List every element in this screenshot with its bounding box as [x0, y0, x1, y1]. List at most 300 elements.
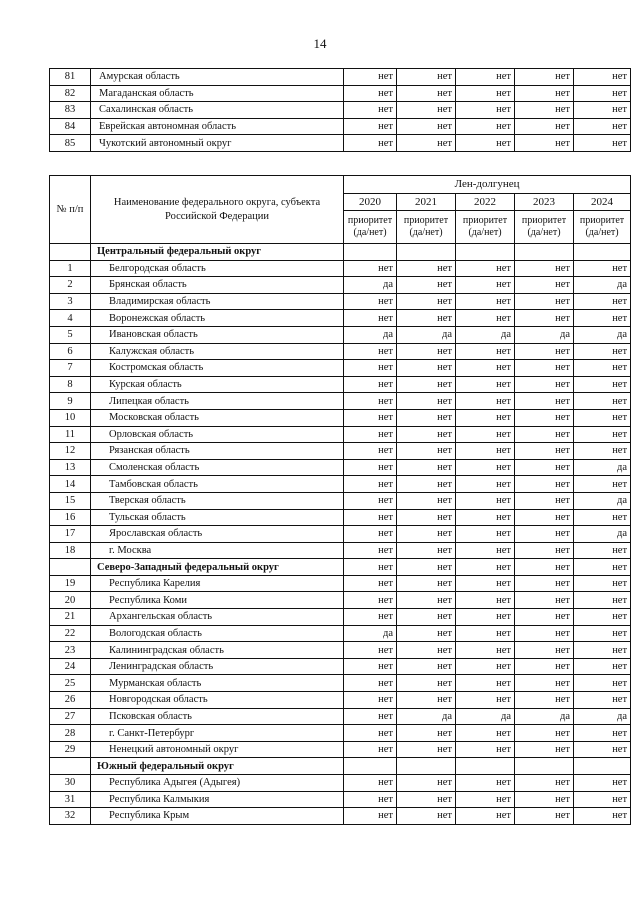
table-row [50, 476, 631, 493]
region-name: Смоленская область [91, 459, 344, 476]
priority-value: нет [574, 409, 631, 426]
priority-value: нет [456, 542, 515, 559]
priority-value: нет [574, 393, 631, 410]
region-name: Костромская область [91, 360, 344, 377]
header-year: 2022 [456, 194, 515, 211]
priority-value: нет [344, 443, 397, 460]
row-number: 23 [50, 642, 91, 659]
priority-value: нет [515, 69, 574, 86]
row-number: 85 [50, 135, 91, 152]
header-priority: приоритет (да/нет) [397, 211, 456, 244]
priority-value: нет [344, 260, 397, 277]
region-name: Орловская область [91, 426, 344, 443]
priority-value: нет [574, 293, 631, 310]
region-name: Рязанская область [91, 443, 344, 460]
row-number: 22 [50, 625, 91, 642]
row-number: 17 [50, 526, 91, 543]
table-row [50, 326, 631, 343]
priority-value: нет [397, 85, 456, 102]
priority-value: нет [456, 293, 515, 310]
priority-value: нет [344, 741, 397, 758]
priority-value: нет [397, 459, 456, 476]
district-name: Северо-Западный федеральный округ [91, 559, 344, 576]
priority-value: нет [397, 526, 456, 543]
priority-value: нет [397, 343, 456, 360]
empty-cell [344, 244, 397, 261]
priority-value: нет [397, 393, 456, 410]
header-year: 2024 [574, 194, 631, 211]
row-number: 21 [50, 609, 91, 626]
priority-value: нет [344, 609, 397, 626]
priority-value: нет [456, 559, 515, 576]
priority-value: нет [515, 260, 574, 277]
priority-value: нет [574, 775, 631, 792]
region-name: Тамбовская область [91, 476, 344, 493]
table-row [50, 625, 631, 642]
priority-value: нет [515, 426, 574, 443]
row-number: 11 [50, 426, 91, 443]
priority-value: нет [456, 310, 515, 327]
table-row [50, 542, 631, 559]
empty-cell [344, 758, 397, 775]
priority-value: нет [344, 393, 397, 410]
priority-value: нет [515, 360, 574, 377]
priority-value: нет [574, 808, 631, 825]
priority-value: нет [515, 443, 574, 460]
region-name: Воронежская область [91, 310, 344, 327]
priority-value: нет [344, 310, 397, 327]
priority-value: нет [456, 260, 515, 277]
empty-cell [574, 758, 631, 775]
priority-value: нет [456, 675, 515, 692]
priority-value: нет [344, 85, 397, 102]
region-name: Липецкая область [91, 393, 344, 410]
table-row [50, 376, 631, 393]
priority-value: нет [397, 376, 456, 393]
priority-value: нет [574, 675, 631, 692]
region-name: Брянская область [91, 277, 344, 294]
priority-value: нет [574, 741, 631, 758]
row-number: 8 [50, 376, 91, 393]
priority-value: нет [515, 118, 574, 135]
region-name: Магаданская область [91, 85, 344, 102]
priority-value: нет [574, 443, 631, 460]
priority-value: нет [515, 692, 574, 709]
priority-value: нет [515, 102, 574, 119]
region-name: Ленинградская область [91, 658, 344, 675]
region-name: Тверская область [91, 492, 344, 509]
region-name: Амурская область [91, 69, 344, 86]
priority-value: нет [397, 426, 456, 443]
priority-value: нет [515, 808, 574, 825]
priority-value: нет [456, 625, 515, 642]
region-name: г. Москва [91, 542, 344, 559]
region-name: Калининградская область [91, 642, 344, 659]
priority-value: нет [344, 642, 397, 659]
priority-value: нет [456, 426, 515, 443]
priority-value: нет [456, 277, 515, 294]
priority-value: нет [574, 85, 631, 102]
row-number: 81 [50, 69, 91, 86]
priority-value: нет [574, 69, 631, 86]
priority-value: да [574, 326, 631, 343]
priority-value: нет [456, 102, 515, 119]
table-row [50, 492, 631, 509]
priority-value: нет [344, 708, 397, 725]
row-number: 26 [50, 692, 91, 709]
priority-value: нет [574, 791, 631, 808]
priority-value: нет [397, 625, 456, 642]
priority-value: нет [344, 808, 397, 825]
priority-value: нет [456, 509, 515, 526]
region-name: Республика Карелия [91, 575, 344, 592]
priority-value: нет [574, 426, 631, 443]
priority-value: нет [515, 658, 574, 675]
priority-value: нет [574, 725, 631, 742]
row-number: 16 [50, 509, 91, 526]
priority-value: нет [397, 575, 456, 592]
priority-value: нет [344, 509, 397, 526]
priority-value: нет [344, 135, 397, 152]
priority-value: нет [456, 443, 515, 460]
priority-value: нет [574, 376, 631, 393]
priority-value: нет [397, 443, 456, 460]
priority-value: нет [397, 509, 456, 526]
table-row [50, 260, 631, 277]
priority-value: нет [344, 592, 397, 609]
priority-value: нет [344, 293, 397, 310]
empty-cell [397, 758, 456, 775]
district-num [50, 244, 91, 261]
priority-value: нет [515, 343, 574, 360]
table-row [50, 293, 631, 310]
table-row [50, 592, 631, 609]
priority-value: нет [515, 791, 574, 808]
priority-value: да [574, 708, 631, 725]
priority-value: нет [574, 343, 631, 360]
priority-value: нет [397, 260, 456, 277]
priority-value: нет [344, 725, 397, 742]
region-name: Архангельская область [91, 609, 344, 626]
priority-value: нет [574, 509, 631, 526]
row-number: 10 [50, 409, 91, 426]
row-number: 12 [50, 443, 91, 460]
table-row [50, 575, 631, 592]
header-priority: приоритет (да/нет) [344, 211, 397, 244]
table-row [50, 343, 631, 360]
region-name: Тульская область [91, 509, 344, 526]
priority-value: да [515, 326, 574, 343]
priority-value: нет [344, 675, 397, 692]
priority-value: нет [456, 343, 515, 360]
priority-value: нет [397, 775, 456, 792]
priority-value: нет [344, 658, 397, 675]
priority-value: нет [397, 791, 456, 808]
table-row [50, 69, 631, 86]
priority-value: да [574, 492, 631, 509]
priority-value: нет [515, 409, 574, 426]
priority-value: нет [397, 559, 456, 576]
row-number: 29 [50, 741, 91, 758]
empty-cell [515, 758, 574, 775]
row-number: 31 [50, 791, 91, 808]
priority-value: да [456, 708, 515, 725]
priority-value: нет [456, 725, 515, 742]
priority-value: нет [397, 658, 456, 675]
row-number: 27 [50, 708, 91, 725]
priority-value: нет [456, 658, 515, 675]
region-name: Московская область [91, 409, 344, 426]
region-name: Ярославская область [91, 526, 344, 543]
priority-value: нет [344, 360, 397, 377]
region-name: Новгородская область [91, 692, 344, 709]
priority-value: да [397, 708, 456, 725]
priority-value: нет [515, 592, 574, 609]
priority-value: нет [397, 409, 456, 426]
priority-value: нет [574, 625, 631, 642]
region-name: Сахалинская область [91, 102, 344, 119]
priority-value: нет [574, 559, 631, 576]
header-priority: приоритет (да/нет) [574, 211, 631, 244]
priority-value: нет [515, 609, 574, 626]
priority-value: нет [344, 492, 397, 509]
priority-value: нет [344, 69, 397, 86]
table-row [50, 725, 631, 742]
priority-value: нет [344, 692, 397, 709]
header-num: № п/п [50, 176, 91, 244]
priority-value: нет [344, 559, 397, 576]
priority-value: нет [344, 102, 397, 119]
priority-value: нет [456, 118, 515, 135]
table-row [50, 135, 631, 152]
priority-value: нет [456, 492, 515, 509]
main-table [49, 175, 631, 825]
priority-value: нет [574, 542, 631, 559]
priority-value: нет [515, 459, 574, 476]
region-name: Курская область [91, 376, 344, 393]
priority-value: нет [397, 592, 456, 609]
region-name: Чукотский автономный округ [91, 135, 344, 152]
row-number: 9 [50, 393, 91, 410]
priority-value: нет [456, 692, 515, 709]
row-number: 15 [50, 492, 91, 509]
row-number: 6 [50, 343, 91, 360]
priority-value: нет [515, 559, 574, 576]
priority-value: нет [574, 102, 631, 119]
priority-value: нет [397, 741, 456, 758]
priority-value: нет [456, 642, 515, 659]
priority-value: нет [397, 360, 456, 377]
priority-value: нет [397, 692, 456, 709]
priority-value: нет [574, 592, 631, 609]
table-row [50, 310, 631, 327]
row-number: 25 [50, 675, 91, 692]
row-number: 1 [50, 260, 91, 277]
empty-cell [456, 758, 515, 775]
priority-value: нет [515, 310, 574, 327]
priority-value: нет [397, 492, 456, 509]
priority-value: нет [344, 575, 397, 592]
priority-value: нет [574, 476, 631, 493]
priority-value: нет [574, 658, 631, 675]
row-number: 7 [50, 360, 91, 377]
priority-value: нет [515, 293, 574, 310]
priority-value: нет [515, 85, 574, 102]
priority-value: нет [574, 360, 631, 377]
priority-value: нет [397, 808, 456, 825]
priority-value: нет [515, 476, 574, 493]
priority-value: нет [515, 625, 574, 642]
priority-value: да [515, 708, 574, 725]
table-row [50, 118, 631, 135]
priority-value: нет [397, 542, 456, 559]
row-number: 18 [50, 542, 91, 559]
district-row [50, 559, 631, 576]
priority-value: нет [344, 459, 397, 476]
priority-value: нет [397, 675, 456, 692]
priority-value: нет [456, 808, 515, 825]
region-name: Республика Адыгея (Адыгея) [91, 775, 344, 792]
priority-value: нет [515, 642, 574, 659]
region-name: Вологодская область [91, 625, 344, 642]
table-row [50, 409, 631, 426]
region-name: Калужская область [91, 343, 344, 360]
header-year: 2023 [515, 194, 574, 211]
priority-value: да [397, 326, 456, 343]
priority-value: нет [515, 509, 574, 526]
table-row [50, 775, 631, 792]
priority-value: нет [515, 135, 574, 152]
priority-value: нет [344, 775, 397, 792]
priority-value: нет [344, 409, 397, 426]
table-row [50, 791, 631, 808]
table-row [50, 675, 631, 692]
top-table [49, 68, 631, 152]
priority-value: нет [515, 725, 574, 742]
priority-value: нет [397, 476, 456, 493]
table-row [50, 459, 631, 476]
priority-value: нет [574, 135, 631, 152]
district-num [50, 758, 91, 775]
page-number: 14 [313, 36, 327, 51]
table-row [50, 526, 631, 543]
priority-value: нет [456, 409, 515, 426]
priority-value: нет [397, 102, 456, 119]
region-name: г. Санкт-Петербург [91, 725, 344, 742]
table-row [50, 426, 631, 443]
priority-value: нет [456, 85, 515, 102]
row-number: 19 [50, 575, 91, 592]
priority-value: нет [344, 791, 397, 808]
priority-value: нет [574, 642, 631, 659]
table-row [50, 443, 631, 460]
priority-value: да [344, 625, 397, 642]
priority-value: нет [397, 135, 456, 152]
main-table-body [50, 244, 631, 825]
row-number: 83 [50, 102, 91, 119]
table-row [50, 609, 631, 626]
priority-value: да [574, 459, 631, 476]
empty-cell [456, 244, 515, 261]
table-row [50, 85, 631, 102]
empty-cell [397, 244, 456, 261]
row-number: 84 [50, 118, 91, 135]
table-row [50, 393, 631, 410]
table-row [50, 642, 631, 659]
priority-value: нет [515, 393, 574, 410]
region-name: Псковская область [91, 708, 344, 725]
empty-cell [515, 244, 574, 261]
priority-value: нет [456, 393, 515, 410]
row-number: 13 [50, 459, 91, 476]
priority-value: нет [456, 360, 515, 377]
main-table-header [50, 176, 631, 244]
priority-value: нет [515, 775, 574, 792]
table-row [50, 808, 631, 825]
header-priority: приоритет (да/нет) [456, 211, 515, 244]
priority-value: нет [456, 376, 515, 393]
priority-value: нет [397, 725, 456, 742]
header-year: 2021 [397, 194, 456, 211]
priority-value: нет [515, 492, 574, 509]
priority-value: да [574, 277, 631, 294]
district-row [50, 758, 631, 775]
region-name: Мурманская область [91, 675, 344, 692]
priority-value: нет [456, 592, 515, 609]
priority-value: нет [456, 476, 515, 493]
table-row [50, 277, 631, 294]
priority-value: нет [456, 459, 515, 476]
region-name: Республика Коми [91, 592, 344, 609]
district-name: Центральный федеральный округ [91, 244, 344, 261]
priority-value: нет [456, 135, 515, 152]
priority-value: нет [574, 609, 631, 626]
priority-value: нет [515, 526, 574, 543]
row-number: 28 [50, 725, 91, 742]
priority-value: нет [344, 343, 397, 360]
table-row [50, 741, 631, 758]
header-priority: приоритет (да/нет) [515, 211, 574, 244]
priority-value: нет [515, 542, 574, 559]
header-name: Наименование федерального округа, субъекта Российской Федерации [91, 176, 344, 244]
row-number: 2 [50, 277, 91, 294]
priority-value: нет [456, 741, 515, 758]
priority-value: нет [456, 609, 515, 626]
priority-value: нет [397, 69, 456, 86]
priority-value: да [456, 326, 515, 343]
priority-value: нет [574, 260, 631, 277]
priority-value: нет [397, 310, 456, 327]
priority-value: нет [515, 575, 574, 592]
top-table-body [50, 69, 631, 152]
priority-value: нет [344, 476, 397, 493]
region-name: Ивановская область [91, 326, 344, 343]
row-number: 30 [50, 775, 91, 792]
header-year: 2020 [344, 194, 397, 211]
priority-value: да [344, 277, 397, 294]
region-name: Республика Крым [91, 808, 344, 825]
priority-value: нет [456, 575, 515, 592]
priority-value: нет [344, 526, 397, 543]
row-number: 82 [50, 85, 91, 102]
priority-value: нет [344, 426, 397, 443]
district-num [50, 559, 91, 576]
priority-value: да [344, 326, 397, 343]
priority-value: нет [397, 277, 456, 294]
table-row [50, 692, 631, 709]
priority-value: нет [515, 741, 574, 758]
district-name: Южный федеральный округ [91, 758, 344, 775]
